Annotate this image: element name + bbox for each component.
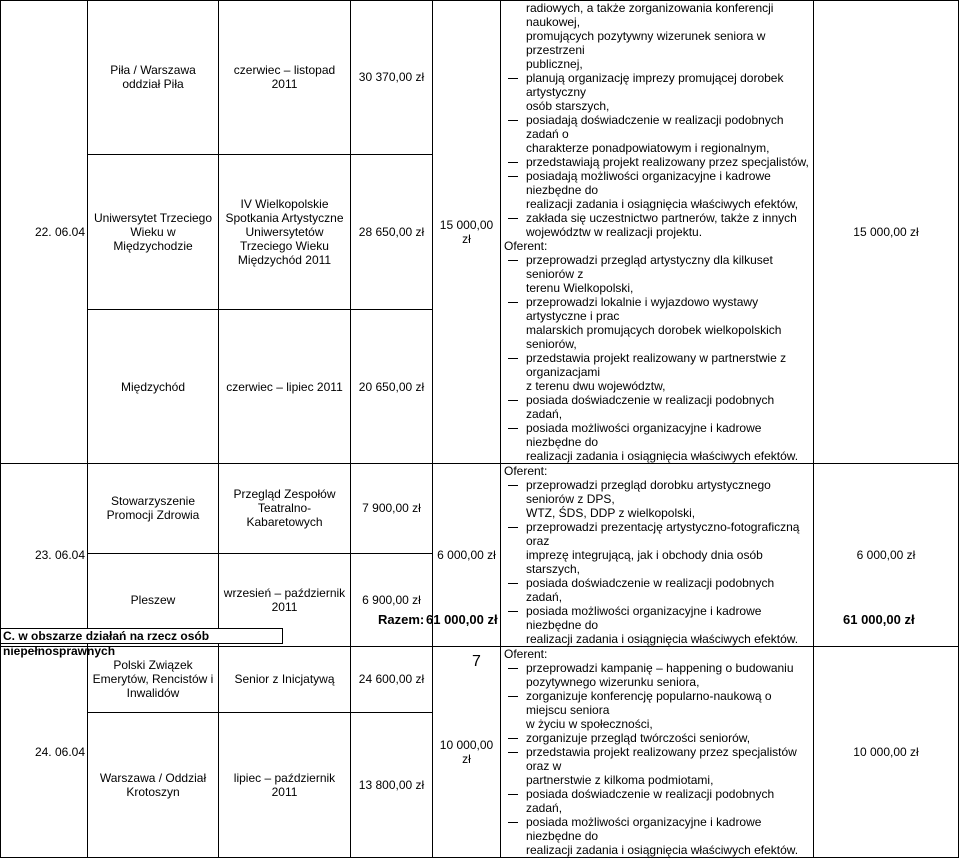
description-line: z terenu dwu województw, xyxy=(526,379,666,393)
description-line: przeprowadzi kampanię – happening o budowaniu xyxy=(504,661,810,675)
description-line: planują organizację imprezy promującej dorobek artystyczny xyxy=(504,71,810,99)
row-24-amount-2: 13 800,00 zł xyxy=(351,712,433,857)
row-23-grant: 6 000,00 zł xyxy=(433,464,501,647)
description-line: realizacji zadania i osiągnięcia właściwych efektów. xyxy=(526,449,799,463)
description-line: pozytywnego wizerunku seniora, xyxy=(526,675,700,689)
description-line: WTZ, ŚDS, DDP z wielkopolski, xyxy=(526,506,696,520)
row-23-term-2: wrzesień – październik 2011 xyxy=(219,553,351,646)
summary-label: Razem: xyxy=(378,612,425,627)
row-24-description xyxy=(501,647,814,858)
description-line: przeprowadzi lokalnie i wyjazdowo wystawy artystyczne i prac xyxy=(504,295,810,323)
description-line: charakterze ponadpowiatowym i regionalnym, xyxy=(526,141,770,155)
row-24-number: 24. 06.04 xyxy=(1,647,88,858)
row-24-grant-right: 10 000,00 zł xyxy=(814,647,959,858)
description-line: posiada możliwości organizacyjne i kadrowe niezbędne do xyxy=(504,604,810,632)
row-22-term-1: czerwiec – listopad 2011 xyxy=(219,1,351,155)
page-number: 7 xyxy=(472,653,481,670)
description-line: Oferent: xyxy=(504,239,548,253)
row-22-grant: 15 000,00 zł xyxy=(433,1,501,464)
description-line: partnerstwie z kilkoma podmiotami, xyxy=(526,773,714,787)
row-22-amount-1: 30 370,00 zł xyxy=(351,1,433,155)
row-22-organizer-2: Uniwersytet Trzeciego Wieku w Międzychodzie xyxy=(88,154,219,310)
description-line: realizacji zadania i osiągnięcia właściwych efektów, xyxy=(526,197,799,211)
description-line: przeprowadzi prezentację artystyczno-fotograficzną oraz xyxy=(504,520,810,548)
description-line: realizacji zadania i osiągnięcia właściwych efektów. xyxy=(526,632,799,646)
description-line: województw w realizacji projektu. xyxy=(526,225,703,239)
row-22-organizer-3: Międzychód xyxy=(88,310,219,464)
description-line: publicznej, xyxy=(526,57,583,71)
row-22-term-3: czerwiec – lipiec 2011 xyxy=(219,310,351,464)
description-line: posiadają doświadczenie w realizacji podobnych zadań o xyxy=(504,113,810,141)
description-line: przeprowadzi przegląd dorobku artystycznego seniorów z DPS, xyxy=(504,478,810,506)
row-22-number: 22. 06.04 xyxy=(1,1,88,464)
description-line: przedstawia projekt realizowany przez specjalistów oraz w xyxy=(504,745,810,773)
description-line: zorganizuje konferencję popularno-naukową o miejscu seniora xyxy=(504,689,810,717)
section-c-heading: C. w obszarze działań na rzecz osób niepełnosprawnych xyxy=(0,628,283,644)
row-23-grant-right: 6 000,00 zł xyxy=(814,464,959,647)
description-line: zorganizuje przegląd twórczości seniorów, xyxy=(504,731,810,745)
description-line: posiada doświadczenie w realizacji podobnych zadań, xyxy=(504,787,810,815)
description-line: przedstawia projekt realizowany w partnerstwie z organizacjami xyxy=(504,351,810,379)
description-line: posiada doświadczenie w realizacji podobnych zadań, xyxy=(504,576,810,604)
description-line: posiadają możliwości organizacyjne i kadrowe niezbędne do xyxy=(504,169,810,197)
row-24-organizer-2: Warszawa / Oddział Krotoszyn xyxy=(88,712,219,857)
description-line: promujących pozytywny wizerunek seniora w przestrzeni xyxy=(526,29,766,57)
row-24-grant: 10 000,00 zł xyxy=(433,647,501,858)
row-22-amount-3: 20 650,00 zł xyxy=(351,310,433,464)
description-line: posiada możliwości organizacyjne i kadrowe niezbędne do xyxy=(504,815,810,843)
row-23-organizer-1: Stowarzyszenie Promocji Zdrowia xyxy=(88,464,219,554)
row-22-organizer-1: Piła / Warszawa oddział Piła xyxy=(88,1,219,155)
row-24-term-2: lipiec – październik 2011 xyxy=(219,712,351,857)
description-line: realizacji zadania i osiągnięcia właściwych efektów. xyxy=(526,843,799,857)
description-line: osób starszych, xyxy=(526,99,610,113)
description-line: posiada możliwości organizacyjne i kadrowe niezbędne do xyxy=(504,421,810,449)
description-line: imprezę integrującą, jak i obchody dnia osób starszych, xyxy=(526,548,763,576)
row-23-description xyxy=(501,464,814,647)
description-line: zakłada się uczestnictwo partnerów, także z innych xyxy=(504,211,810,225)
row-24-term-1: Senior z Inicjatywą xyxy=(219,647,351,713)
description-line: przeprowadzi przegląd artystyczny dla kilkuset seniorów z xyxy=(504,253,810,281)
row-23-number: 23. 06.04 xyxy=(1,464,88,647)
summary-total-right: 61 000,00 zł xyxy=(843,612,915,627)
row-24-amount-1: 24 600,00 zł xyxy=(351,647,433,713)
row-23-amount-2: 6 900,00 zł xyxy=(351,553,433,646)
description-line: w życiu w społeczności, xyxy=(526,717,653,731)
description-line: przedstawiają projekt realizowany przez specjalistów, xyxy=(504,155,810,169)
row-23-organizer-2: Pleszew xyxy=(88,553,219,646)
row-22-description xyxy=(501,1,814,464)
row-22-grant-right: 15 000,00 zł xyxy=(814,1,959,464)
row-23-term-1: Przegląd Zespołów Teatralno-Kabaretowych xyxy=(219,464,351,554)
row-24-organizer-1: Polski Związek Emerytów, Rencistów i Inwalidów xyxy=(88,647,219,713)
row-23-amount-1: 7 900,00 zł xyxy=(351,464,433,554)
row-22-term-2: IV Wielkopolskie Spotkania Artystyczne Uniwersytetów Trzeciego Wieku Międzychód 2011 xyxy=(219,154,351,310)
description-line: radiowych, a także zorganizowania konferencji naukowej, xyxy=(526,1,774,29)
summary-total: 61 000,00 zł xyxy=(426,612,498,627)
description-line: terenu Wielkopolski, xyxy=(526,281,634,295)
description-line: Oferent: xyxy=(504,464,548,478)
description-line: posiada doświadczenie w realizacji podobnych zadań, xyxy=(504,393,810,421)
description-line: Oferent: xyxy=(504,647,548,661)
description-line: malarskich promujących dorobek wielkopolskich seniorów, xyxy=(526,323,782,351)
row-22-amount-2: 28 650,00 zł xyxy=(351,154,433,310)
